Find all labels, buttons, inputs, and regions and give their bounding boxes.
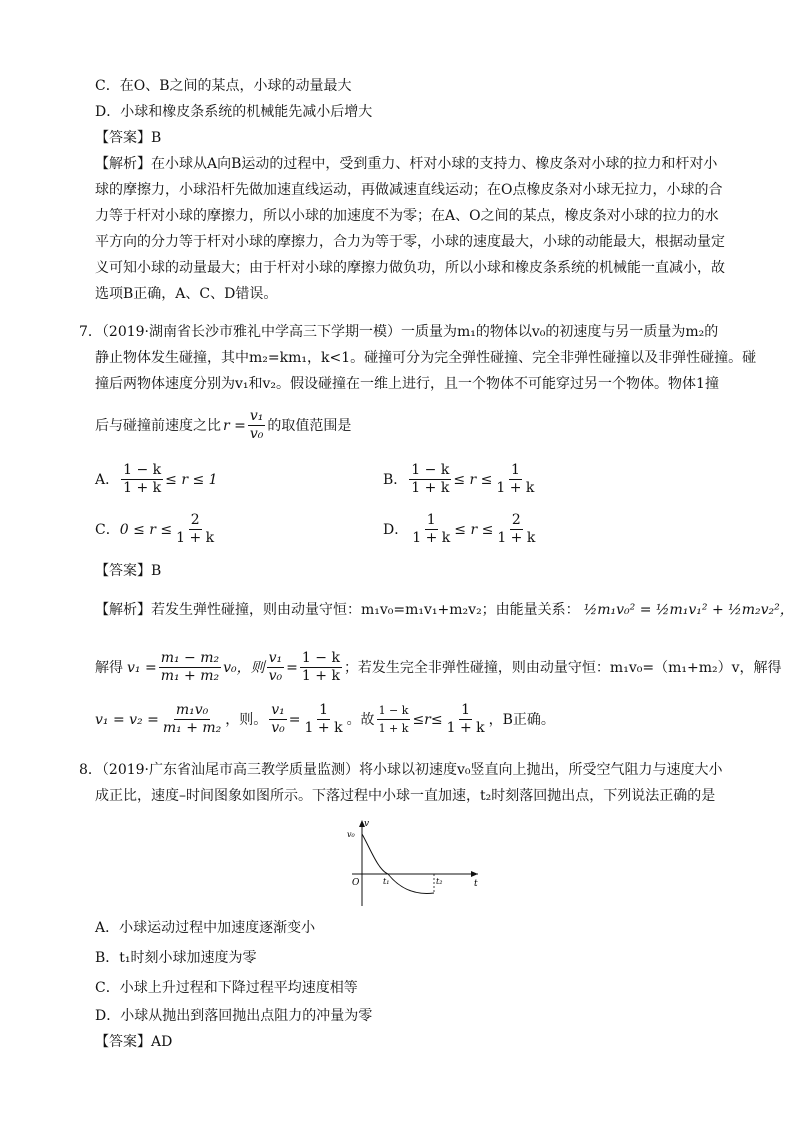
q6-analysis-line-1: 【解析】在小球从A向B运动的过程中，受到重力、杆对小球的支持力、橡皮条对小球的拉力和杆对小 xyxy=(95,156,718,172)
q7-stem-line-3: 撞后两物体速度分别为v₁和v₂。假设碰撞在一维上进行，且一个物体不可能穿过另一个物体。物体1撞 xyxy=(95,376,719,392)
q7-analysis-line-1: 【解析】若发生弹性碰撞，则由动量守恒：m₁v₀=m₁v₁+m₂v₂；由能量关系： ½m₁v₀² = ½m₁v₁² + ½m₂v₂²， xyxy=(95,602,794,618)
q7-option-b: B． $\frac{1 - k}{1 + k}$ ≤ r ≤ $\frac{1}{1 + k}$ xyxy=(383,462,535,496)
q6-option-d: D．小球和橡皮条系统的机械能先减小后增大 xyxy=(95,104,373,120)
q7-mass-fraction: $\frac{\text{m₁ − m₂}}{\text{m₁ + m₂}}$ xyxy=(160,650,220,684)
q7-answer: 【答案】B xyxy=(95,563,162,579)
origin-label: O xyxy=(352,878,360,888)
q7-stem-4-fraction: $\frac{\text{v₁}}{\text{v₀}}$ xyxy=(249,408,264,442)
t-axis-arrow-icon xyxy=(471,871,478,877)
q7-ratio-result-fraction: $\frac{1 - k}{1 + k}$ xyxy=(301,650,340,684)
q7-option-b-fraction-1: $\frac{1 - k}{1 + k}$ xyxy=(411,462,450,496)
q7-option-c: C． 0 ≤ r ≤ $\frac{2}{1 + k}$ xyxy=(95,512,215,546)
q7-inelastic-result-fraction: $\frac{1}{1 + k}$ xyxy=(304,702,343,736)
q6-option-c: C．在O、B之间的某点，小球的动量最大 xyxy=(95,78,352,94)
q7-energy-equation: ½m₁v₀² = ½m₁v₁² + ½m₂v₂²， xyxy=(583,602,794,618)
q6-analysis-line-4: 平方向的分力等于杆对小球的摩擦力，合力为等于零，小球的速度最大，小球的动能最大，根据动量定 xyxy=(95,234,725,250)
v-label: v xyxy=(364,819,370,829)
q8-answer: 【答案】AD xyxy=(95,1034,173,1050)
q7-stem-4-pre: 后与碰撞前速度之比 xyxy=(95,417,221,434)
q7-option-d: D． $\frac{1}{1 + k}$ ≤ r ≤ $\frac{2}{1 + k}$ xyxy=(383,512,536,546)
t1-label: t₁ xyxy=(383,877,390,886)
q7-option-b-fraction-2: $\frac{1}{1 + k}$ xyxy=(496,462,535,496)
q7-option-c-fraction: $\frac{2}{1 + k}$ xyxy=(176,512,215,546)
q7-stem-line-2: 静止物体发生碰撞，其中m₂=km₁，k<1。碰撞可分为完全弹性碰撞、完全非弹性碰撞以及非弹性碰撞。碰 xyxy=(95,350,757,366)
q7-stem-4-post: 的取值范围是 xyxy=(267,417,352,434)
q6-analysis-line-3: 力等于杆对小球的摩擦力，所以小球的加速度不为零；在A、O之间的某点，橡皮条对小球的拉力的水 xyxy=(95,208,719,224)
q7-range-low-fraction: $\frac{1 - k}{1 + k}$ xyxy=(378,704,409,735)
q7-option-d-fraction-2: $\frac{2}{1 + k}$ xyxy=(497,512,536,546)
q6-analysis-line-6: 选项B正确，A、C、D错误。 xyxy=(95,286,278,302)
q6-analysis-line-5: 义可知小球的动量最大；由于杆对小球的摩擦力做负功，所以小球和橡皮条系统的机械能一直减小，故 xyxy=(95,260,725,276)
q7-analysis-line-3: v₁ = v₂ = $\frac{\text{m₁v₀}}{\text{m₁ + m₂}}$ ，则。 $\frac{\text{v₁}}{\text{v₀}}$ = $\frac{1}{1 + k}$ 。故 $\frac{1 - k}{1 + k}$ ≤r≤ $\frac{1}{1 + k}$ ，B正确。 xyxy=(95,702,555,736)
t-label: t xyxy=(474,879,478,889)
q8-stem-line-1: 8．（2019·广东省汕尾市高三教学质量监测）将小球以初速度v₀竖直向上抛出，所受空气阻力与速度大小 xyxy=(79,762,723,778)
q8-option-d: D．小球从抛出到落回抛出点阻力的冲量为零 xyxy=(95,1008,373,1024)
q8-option-b: B．t₁时刻小球加速度为零 xyxy=(95,950,257,966)
q7-range-high-fraction: $\frac{1}{1 + k}$ xyxy=(446,702,485,736)
q7-option-a-fraction: $\frac{1 - k}{1 + k}$ xyxy=(123,462,162,496)
q7-inelastic-ratio-fraction: $\frac{\text{v₁}}{\text{v₀}}$ xyxy=(271,702,285,736)
q7-inelastic-fraction: $\frac{\text{m₁v₀}}{\text{m₁ + m₂}}$ xyxy=(162,702,222,736)
q7-option-a: A． $\frac{1 - k}{1 + k}$ ≤ r ≤ 1 xyxy=(95,462,218,496)
q6-answer: 【答案】B xyxy=(95,130,162,146)
q7-ratio-fraction: $\frac{\text{v₁}}{\text{v₀}}$ xyxy=(268,650,283,684)
q7-stem-line-1: 7．（2019·湖南省长沙市雅礼中学高三下学期一模）一质量为m₁的物体以v₀的初速度与另一质量为m₂的 xyxy=(79,324,719,340)
velocity-curve xyxy=(362,834,434,893)
velocity-time-graph xyxy=(340,818,480,908)
v0-label: v₀ xyxy=(347,830,355,839)
q8-option-a: A．小球运动过程中加速度逐渐变小 xyxy=(95,920,316,936)
q7-option-d-fraction-1: $\frac{1}{1 + k}$ xyxy=(412,512,451,546)
q6-analysis-line-2: 球的摩擦力，小球沿杆先做加速直线运动，再做减速直线运动；在O点橡皮条对小球无拉力，小球的合 xyxy=(95,182,723,198)
t2-label: t₂ xyxy=(436,877,443,886)
q7-analysis-line-2: 解得 v₁ = $\frac{\text{m₁ − m₂}}{\text{m₁ + m₂}}$ v₀，则 $\frac{\text{v₁}}{\text{v₀}}$ = $\frac{1 - k}{1 + k}$ ；若发生完全非弹性碰撞，则由动量守恒：m₁v₀=（m₁+m₂）v，解得 xyxy=(95,650,782,684)
q8-stem-line-2: 成正比，速度–时间图象如图所示。下落过程中小球一直加速，t₂时刻落回抛出点，下列说法正确的是 xyxy=(95,788,716,804)
q7-stem-4-r: r = xyxy=(223,417,246,434)
q8-option-c: C．小球上升过程和下降过程平均速度相等 xyxy=(95,980,358,996)
q7-stem-line-4 xyxy=(95,408,351,443)
